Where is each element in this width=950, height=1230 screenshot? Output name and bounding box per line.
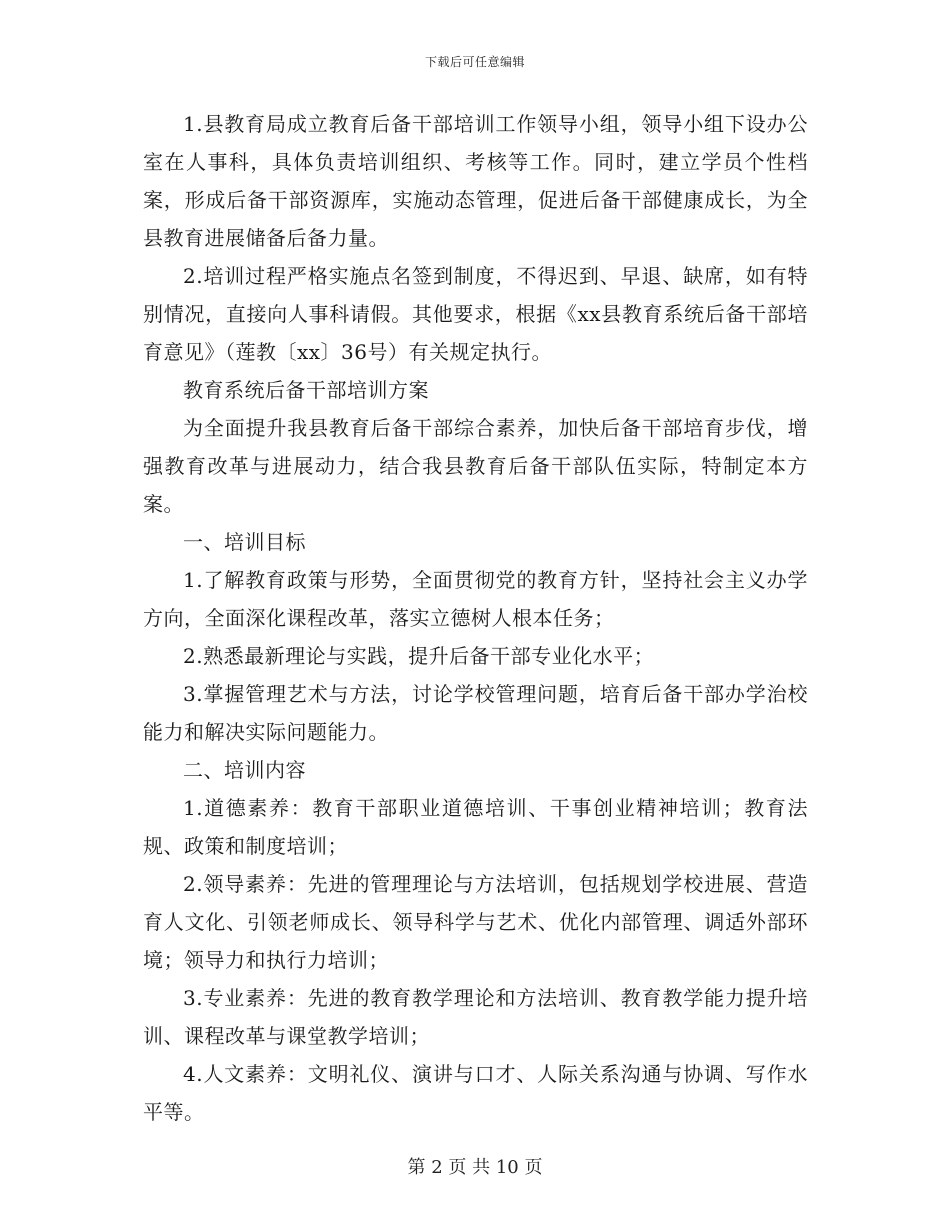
content-item-4: 4.人文素养：文明礼仪、演讲与口才、人际关系沟通与协调、写作水平等。 [143,1062,808,1124]
heading-training-goals: 一、培训目标 [183,530,306,554]
page-header: 下载后可任意编辑 [424,55,525,69]
document-body [143,105,808,1131]
paragraph-intro: 为全面提升我县教育后备干部综合素养，加快后备干部培育步伐，增强教育改革与进展动力，结合我县教育后备干部队伍实际，特制定本方案。 [143,416,808,516]
goal-item-3: 3.掌握管理艺术与方法，讨论学校管理问题，培育后备干部办学治校能力和解决实际问题能力。 [143,682,808,744]
content-item-2: 2.领导素养：先进的管理理论与方法培训，包括规划学校进展、营造育人文化、引领老师成长、领导科学与艺术、优化内部管理、调适外部环境；领导力和执行力培训； [143,872,808,972]
content-item-3: 3.专业素养：先进的教育教学理论和方法培训、教育教学能力提升培训、课程改革与课堂教学培训； [143,986,808,1048]
section-title: 教育系统后备干部培训方案 [183,378,429,402]
heading-training-content: 二、培训内容 [183,758,306,782]
goal-item-2: 2.熟悉最新理论与实践，提升后备干部专业化水平； [183,644,655,668]
paragraph-attendance: 2.培训过程严格实施点名签到制度，不得迟到、早退、缺席，如有特别情况，直接向人事科请假。其他要求，根据《xx县教育系统后备干部培育意见》（莲教〔xx〕36号）有关规定执行。 [143,264,808,364]
goal-item-1: 1.了解教育政策与形势，全面贯彻党的教育方针，坚持社会主义办学方向，全面深化课程改革，落实立德树人根本任务； [143,568,808,630]
content-item-1: 1.道德素养：教育干部职业道德培训、干事创业精神培训；教育法规、政策和制度培训； [143,796,808,858]
paragraph-committee: 1.县教育局成立教育后备干部培训工作领导小组，领导小组下设办公室在人事科，具体负责培训组织、考核等工作。同时，建立学员个性档案，形成后备干部资源库，实施动态管理，促进后备干部健康成长，为全县教育进展储备后备力量。 [143,112,808,250]
page-number: 第 2 页 共 10 页 [407,1157,543,1178]
